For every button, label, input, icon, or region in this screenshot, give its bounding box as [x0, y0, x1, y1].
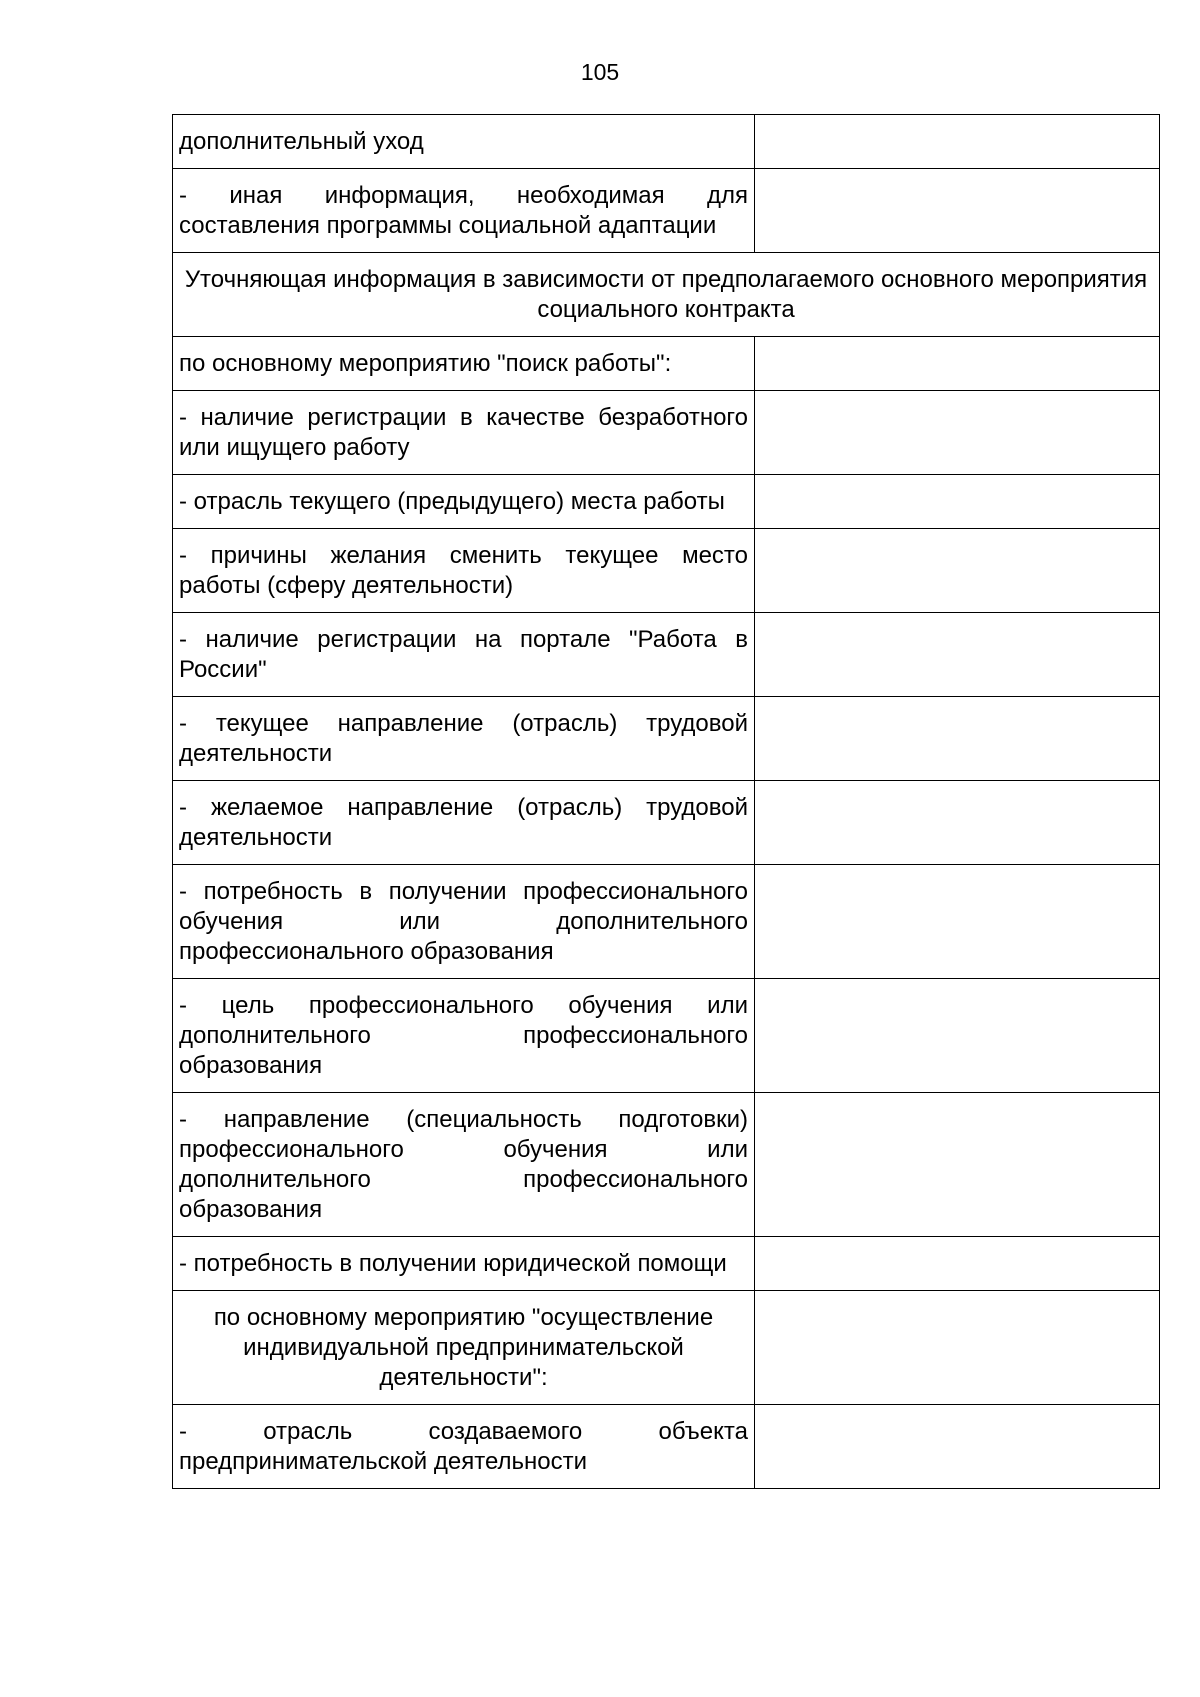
item-label-cell: - причины желания сменить текущее место работы (сферу деятельности) — [173, 529, 755, 613]
table-row — [173, 979, 1160, 1093]
item-label-cell: - потребность в получении профессионального обучения или дополнительного профессионального образования — [173, 865, 755, 979]
table-body — [173, 115, 1160, 1489]
table-row — [173, 115, 1160, 169]
item-label-cell: по основному мероприятию "осуществление индивидуальной предпринимательской деятельности": — [173, 1291, 755, 1405]
item-value-cell[interactable] — [755, 1237, 1160, 1291]
table-row — [173, 865, 1160, 979]
section-header-line: социального контракта — [537, 296, 795, 323]
table-row — [173, 781, 1160, 865]
table-row — [173, 475, 1160, 529]
table-row — [173, 529, 1160, 613]
section-header-cell — [173, 253, 1160, 337]
section-header-row — [173, 253, 1160, 337]
item-value-cell[interactable] — [755, 169, 1160, 253]
item-label-cell: - направление (специальность подготовки) профессионального обучения или дополнительного профессионального образования — [173, 1093, 755, 1237]
item-value-cell[interactable] — [755, 1291, 1160, 1405]
item-value-cell[interactable] — [755, 337, 1160, 391]
item-label-cell: - потребность в получении юридической помощи — [173, 1237, 755, 1291]
item-value-cell[interactable] — [755, 979, 1160, 1093]
item-label-cell: - текущее направление (отрасль) трудовой деятельности — [173, 697, 755, 781]
table-row — [173, 1405, 1160, 1489]
item-value-cell[interactable] — [755, 529, 1160, 613]
item-value-cell[interactable] — [755, 697, 1160, 781]
item-label-cell: - отрасль текущего (предыдущего) места работы — [173, 475, 755, 529]
information-table — [172, 114, 1160, 1489]
item-value-cell[interactable] — [755, 613, 1160, 697]
item-label-cell: - желаемое направление (отрасль) трудовой деятельности — [173, 781, 755, 865]
page-number: 105 — [580, 59, 620, 85]
item-value-cell[interactable] — [755, 475, 1160, 529]
item-label-cell: - наличие регистрации на портале "Работа в России" — [173, 613, 755, 697]
item-value-cell[interactable] — [755, 781, 1160, 865]
item-value-cell[interactable] — [755, 1405, 1160, 1489]
table-row — [173, 1093, 1160, 1237]
item-label-cell: - отрасль создаваемого объекта предпринимательской деятельности — [173, 1405, 755, 1489]
item-label-cell: - иная информация, необходимая для составления программы социальной адаптации — [173, 169, 755, 253]
table-row — [173, 169, 1160, 253]
item-value-cell[interactable] — [755, 865, 1160, 979]
item-label-cell: по основному мероприятию "поиск работы": — [173, 337, 755, 391]
section-header-line: Уточняющая информация в зависимости от предполагаемого основного мероприятия — [184, 266, 1148, 293]
item-value-cell[interactable] — [755, 1093, 1160, 1237]
table-row — [173, 613, 1160, 697]
item-value-cell[interactable] — [755, 391, 1160, 475]
table-row — [173, 1291, 1160, 1405]
item-label-cell: дополнительный уход — [173, 115, 755, 169]
table-row — [173, 337, 1160, 391]
table-row — [173, 697, 1160, 781]
item-value-cell[interactable] — [755, 115, 1160, 169]
table-row — [173, 1237, 1160, 1291]
item-label-cell: - цель профессионального обучения или дополнительного профессионального образования — [173, 979, 755, 1093]
item-label-cell: - наличие регистрации в качестве безработного или ищущего работу — [173, 391, 755, 475]
table-row — [173, 391, 1160, 475]
